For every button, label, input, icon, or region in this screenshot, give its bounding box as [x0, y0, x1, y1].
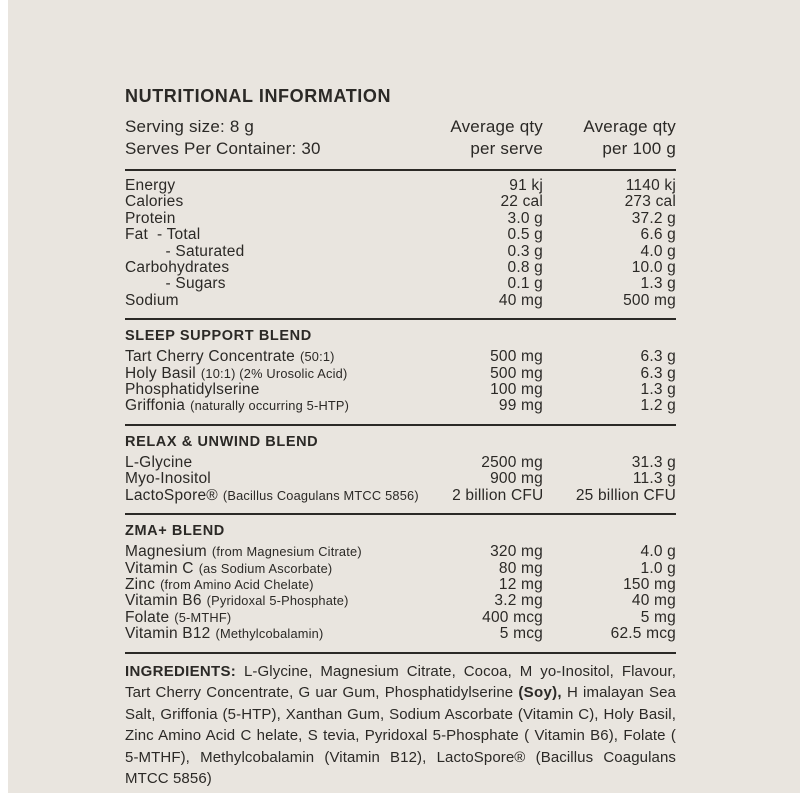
row-label: Energy: [125, 177, 176, 194]
row-label: Griffonia: [125, 397, 186, 415]
row-label: Vitamin B6: [125, 592, 202, 610]
serving-info: [125, 116, 418, 160]
value-per-serve: 5 mcg: [499, 625, 543, 643]
row-label: Folate: [125, 608, 170, 626]
value-per-serve: 0.3 g: [507, 242, 543, 260]
value-per-100g: 62.5 mcg: [610, 625, 676, 643]
table-row: [125, 471, 676, 487]
row-label: LactoSpore®: [125, 486, 218, 504]
divider: [125, 318, 676, 320]
value-per-100g: 150 mg: [623, 575, 676, 593]
value-per-serve: 12 mg: [498, 575, 543, 593]
value-per-serve: 0.5 g: [507, 226, 543, 244]
divider: [125, 169, 676, 171]
row-note: (5-MTHF): [174, 609, 232, 625]
row-label: Zinc: [125, 575, 156, 593]
section-sleep-support-blend: [125, 318, 676, 415]
value-per-serve: 2 billion CFU: [452, 486, 544, 504]
row-label: L-Glycine: [125, 453, 193, 471]
table-header: [125, 116, 676, 160]
table-row: [125, 194, 676, 210]
value-per-serve: 80 mg: [498, 559, 543, 577]
value-per-100g: 31.3 g: [631, 453, 676, 471]
table-row: [125, 398, 676, 414]
value-per-100g: 4.0 g: [640, 242, 676, 260]
row-label: Vitamin C: [125, 559, 194, 577]
row-label: Fat - Total: [125, 226, 201, 244]
value-per-100g: 25 billion CFU: [575, 486, 676, 504]
section-heading: ZMA+ BLEND: [125, 523, 225, 540]
row-label: Sodium: [125, 291, 179, 309]
table-row: [125, 260, 676, 276]
value-per-serve: 22 cal: [500, 193, 543, 211]
row-note: (10:1) (2% Urosolic Acid): [200, 365, 348, 381]
value-per-100g: 6.3 g: [640, 348, 676, 366]
row-note: (from Magnesium Citrate): [211, 544, 362, 560]
ingredients-bold-text: (Soy),: [518, 684, 562, 702]
ingredients-label: INGREDIENTS:: [125, 662, 237, 680]
value-per-100g: 40 mg: [631, 592, 676, 610]
value-per-serve: 40 mg: [498, 291, 543, 309]
value-per-100g: 1.3 g: [640, 381, 676, 399]
row-label: - Saturated: [125, 242, 245, 260]
value-per-100g: 273 cal: [624, 193, 676, 211]
table-row: [125, 593, 676, 609]
value-per-serve: 500 mg: [490, 364, 543, 382]
ingredients-text-segment: H imalayan Sea Salt, Griffonia (5-HTP), Xanthan Gum, Sodium Ascorbate (Vitamin C), Holy Basil, Zinc Amino Acid C helate, S tevia, Pyridoxal 5-Phosphate ( Vitamin B6), Folate ( 5-MTHF), Methylcobalamin (Vitamin B12), LactoSpore® (Bacillus Coagulans MTCC 5856): [125, 684, 676, 788]
value-per-serve: 320 mg: [490, 543, 543, 561]
column-header-per-100g: Average qty per 100 g: [583, 117, 676, 158]
value-per-serve: 91 kj: [509, 177, 543, 194]
row-label: - Sugars: [125, 275, 226, 293]
serving-size: Serving size: 8 g: [125, 117, 255, 136]
table-row: [125, 610, 676, 626]
table-row: [125, 293, 676, 309]
row-note: (Methylcobalamin): [215, 626, 324, 642]
table-row: [125, 276, 676, 292]
table-sections: [125, 169, 676, 643]
divider: [125, 652, 676, 654]
value-per-100g: 10.0 g: [631, 259, 676, 277]
value-per-serve: 400 mcg: [482, 608, 543, 626]
value-per-serve: 99 mg: [498, 397, 543, 415]
table-row: [125, 244, 676, 260]
value-per-100g: 1.0 g: [640, 559, 676, 577]
divider: [125, 424, 676, 426]
table-row: [125, 626, 676, 642]
row-label: Protein: [125, 209, 176, 227]
table-row: [125, 211, 676, 227]
table-row: [125, 227, 676, 243]
nutrition-label: [125, 86, 676, 790]
row-note: (Pyridoxal 5-Phosphate): [206, 593, 349, 609]
value-per-serve: 2500 mg: [481, 453, 543, 471]
value-per-serve: 0.1 g: [507, 275, 543, 293]
value-per-serve: 3.2 mg: [494, 592, 543, 610]
value-per-serve: 900 mg: [490, 470, 543, 488]
value-per-100g: 1.3 g: [640, 275, 676, 293]
value-per-serve: 3.0 g: [507, 209, 543, 227]
row-label: Magnesium: [125, 543, 207, 561]
value-per-serve: 500 mg: [490, 348, 543, 366]
column-header-per-serve: Average qty per serve: [450, 117, 543, 158]
value-per-100g: 1140 kj: [625, 177, 676, 194]
row-note: (naturally occurring 5-HTP): [190, 398, 350, 414]
table-row: [125, 561, 676, 577]
table-row: [125, 366, 676, 382]
value-per-100g: 5 mg: [640, 608, 676, 626]
ingredients-text: [125, 663, 676, 788]
row-note: (as Sodium Ascorbate): [198, 560, 333, 576]
value-per-100g: 500 mg: [623, 291, 676, 309]
value-per-100g: 6.6 g: [640, 226, 676, 244]
row-label: Phosphatidylserine: [125, 381, 260, 399]
serves-per-container: Serves Per Container: 30: [125, 139, 321, 158]
divider: [125, 513, 676, 515]
ingredients-paragraph: [125, 661, 676, 790]
row-label: Carbohydrates: [125, 259, 230, 277]
row-label: Holy Basil: [125, 364, 196, 382]
value-per-serve: 0.8 g: [507, 259, 543, 277]
row-label: Calories: [125, 193, 184, 211]
table-row: [125, 382, 676, 398]
row-note: (50:1): [300, 349, 335, 365]
section-relax-unwind-blend: [125, 424, 676, 504]
row-note: (from Amino Acid Chelate): [160, 576, 314, 592]
value-per-100g: 11.3 g: [632, 470, 676, 488]
table-row: [125, 488, 676, 504]
value-per-100g: 37.2 g: [631, 209, 676, 227]
section-zma-blend: [125, 513, 676, 642]
row-label: Tart Cherry Concentrate: [125, 348, 295, 366]
table-row: [125, 544, 676, 560]
value-per-100g: 1.2 g: [640, 397, 676, 415]
section-heading: RELAX & UNWIND BLEND: [125, 433, 319, 450]
section-main-nutrition: [125, 169, 676, 309]
value-per-100g: 6.3 g: [640, 364, 676, 382]
table-row: [125, 455, 676, 471]
row-label: Myo-Inositol: [125, 470, 211, 488]
value-per-100g: 4.0 g: [640, 543, 676, 561]
row-note: (Bacillus Coagulans MTCC 5856): [222, 487, 419, 503]
ingredients-text-segment: L-Glycine, Magnesium Citrate, Cocoa, M yo-Inositol, Flavour, Tart Cherry Concentrate, G uar Gum, Phosphatidylserine: [125, 662, 676, 702]
section-heading: SLEEP SUPPORT BLEND: [125, 328, 312, 345]
table-row: [125, 349, 676, 365]
value-per-serve: 100 mg: [490, 381, 543, 399]
row-label: Vitamin B12: [125, 625, 211, 643]
table-row: [125, 178, 676, 194]
page-title: NUTRITIONAL INFORMATION: [125, 86, 392, 106]
table-row: [125, 577, 676, 593]
